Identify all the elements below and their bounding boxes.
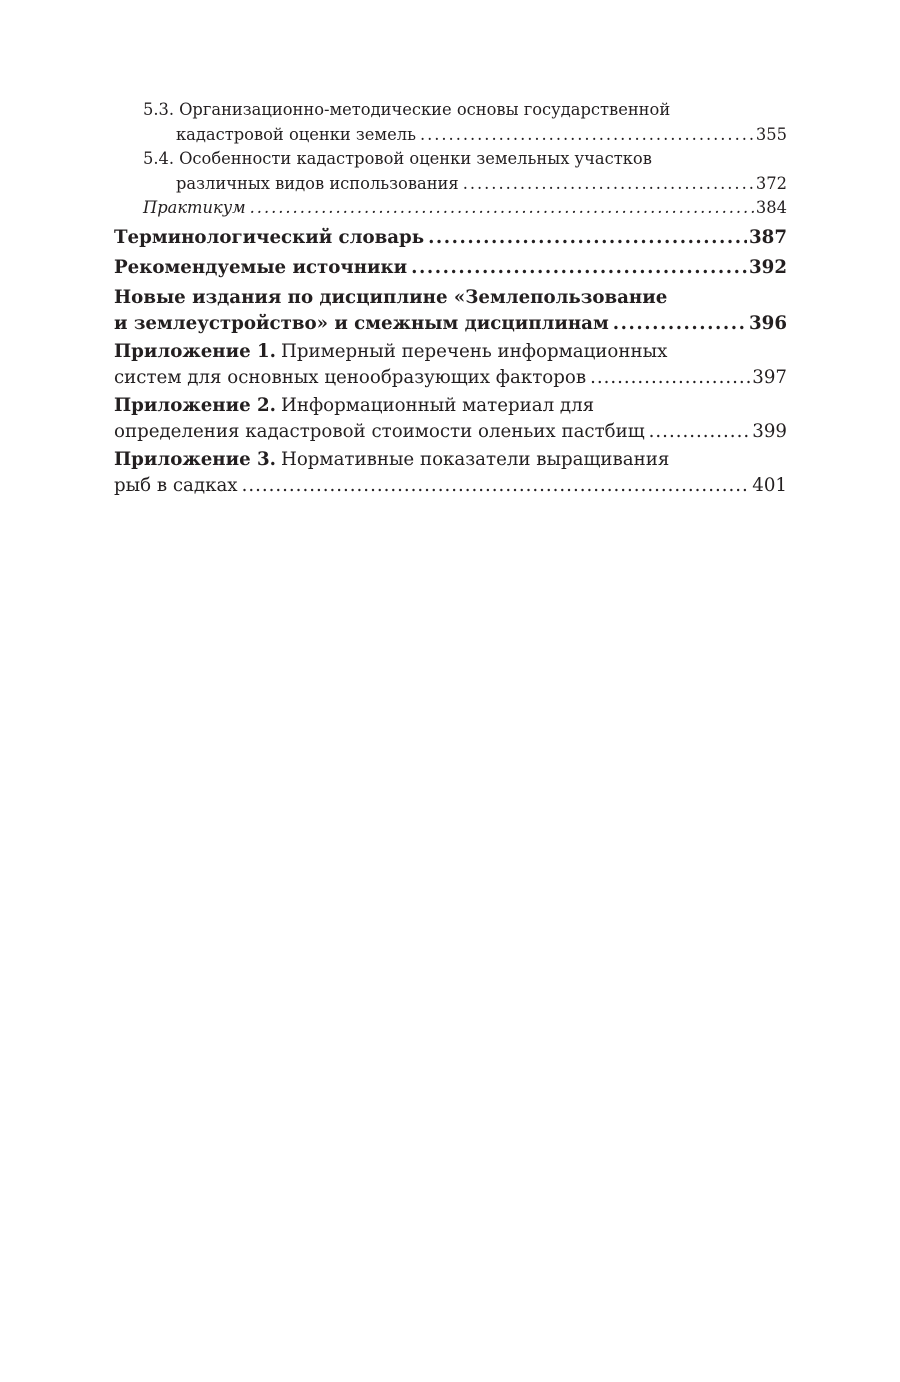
toc-entry-practicum[interactable] [114,196,787,221]
toc-entry-title-line1: Новые издания по дисциплине «Землепользование [114,286,668,308]
page-number: 355 [755,124,787,144]
page-number: 396 [749,312,787,334]
page-number: 372 [755,173,787,193]
toc-entry-sources[interactable] [114,255,787,281]
page-number: 387 [749,226,787,248]
toc-entry-title-line2: определения кадастровой стоимости оленьих пастбищ [114,420,645,442]
page-number: 397 [752,366,787,388]
toc-entry-5-4[interactable] [114,147,787,196]
toc-entry-line [114,225,787,251]
toc-entry-title [114,393,787,419]
dot-leader [250,196,754,221]
toc-entry-appendix-2[interactable] [114,393,787,445]
toc-entry-line [114,196,787,221]
toc-entry-title-line1: Примерный перечень информационных [280,340,668,362]
dot-leader [420,123,754,148]
toc-entry-title: Рекомендуемые источники [114,256,408,278]
page-number: 399 [752,420,787,442]
dot-leader [649,419,751,445]
toc-entry-appendix-1[interactable] [114,339,787,391]
toc-entry-title [114,339,787,365]
toc-entry-title-line1: Информационный материал для [280,394,595,416]
toc-entry-line [114,123,787,148]
toc-entry-line [114,473,787,499]
toc-entry-new-editions[interactable] [114,285,787,337]
toc-entry-5-3[interactable] [114,98,787,147]
toc-entry-title-line1: Организационно-методические основы государственной [179,100,671,119]
section-number: 5.3. [143,100,175,119]
dot-leader [428,225,747,251]
toc-entry-title-line1: Особенности кадастровой оценки земельных участков [179,149,652,168]
toc-entry-title [114,447,787,473]
dot-leader [242,473,751,499]
toc-entry-line [114,419,787,445]
dot-leader [613,311,747,337]
appendix-label: Приложение 2. [114,394,276,416]
dot-leader [411,255,747,281]
toc-entry-line [114,365,787,391]
toc-entry-title-line2: систем для основных ценообразующих факторов [114,366,587,388]
table-of-contents [114,98,787,499]
toc-entry-title-line2: и землеустройство» и смежным дисциплинам [114,312,609,334]
toc-entry-title [114,98,787,123]
appendix-label: Приложение 1. [114,340,276,362]
toc-entry-title [114,147,787,172]
toc-entry-line [114,311,787,337]
toc-entry-line [114,255,787,281]
page-number: 392 [749,256,787,278]
page-number: 401 [752,474,787,496]
toc-entry-title-line1: Нормативные показатели выращивания [280,448,670,470]
toc-entry-title-line2: различных видов использования [176,173,459,193]
toc-entry-title: Практикум [143,198,246,217]
toc-entry-title: Терминологический словарь [114,226,425,248]
appendix-label: Приложение 3. [114,448,276,470]
toc-entry-title-line2: кадастровой оценки земель [176,124,416,144]
toc-entry-appendix-3[interactable] [114,447,787,499]
dot-leader [463,172,754,197]
toc-entry-line [114,172,787,197]
toc-entry-title-line2: рыб в садках [114,474,238,496]
toc-entry-glossary[interactable] [114,225,787,251]
section-number: 5.4. [143,149,175,168]
page-number: 384 [755,198,787,217]
dot-leader [590,365,750,391]
